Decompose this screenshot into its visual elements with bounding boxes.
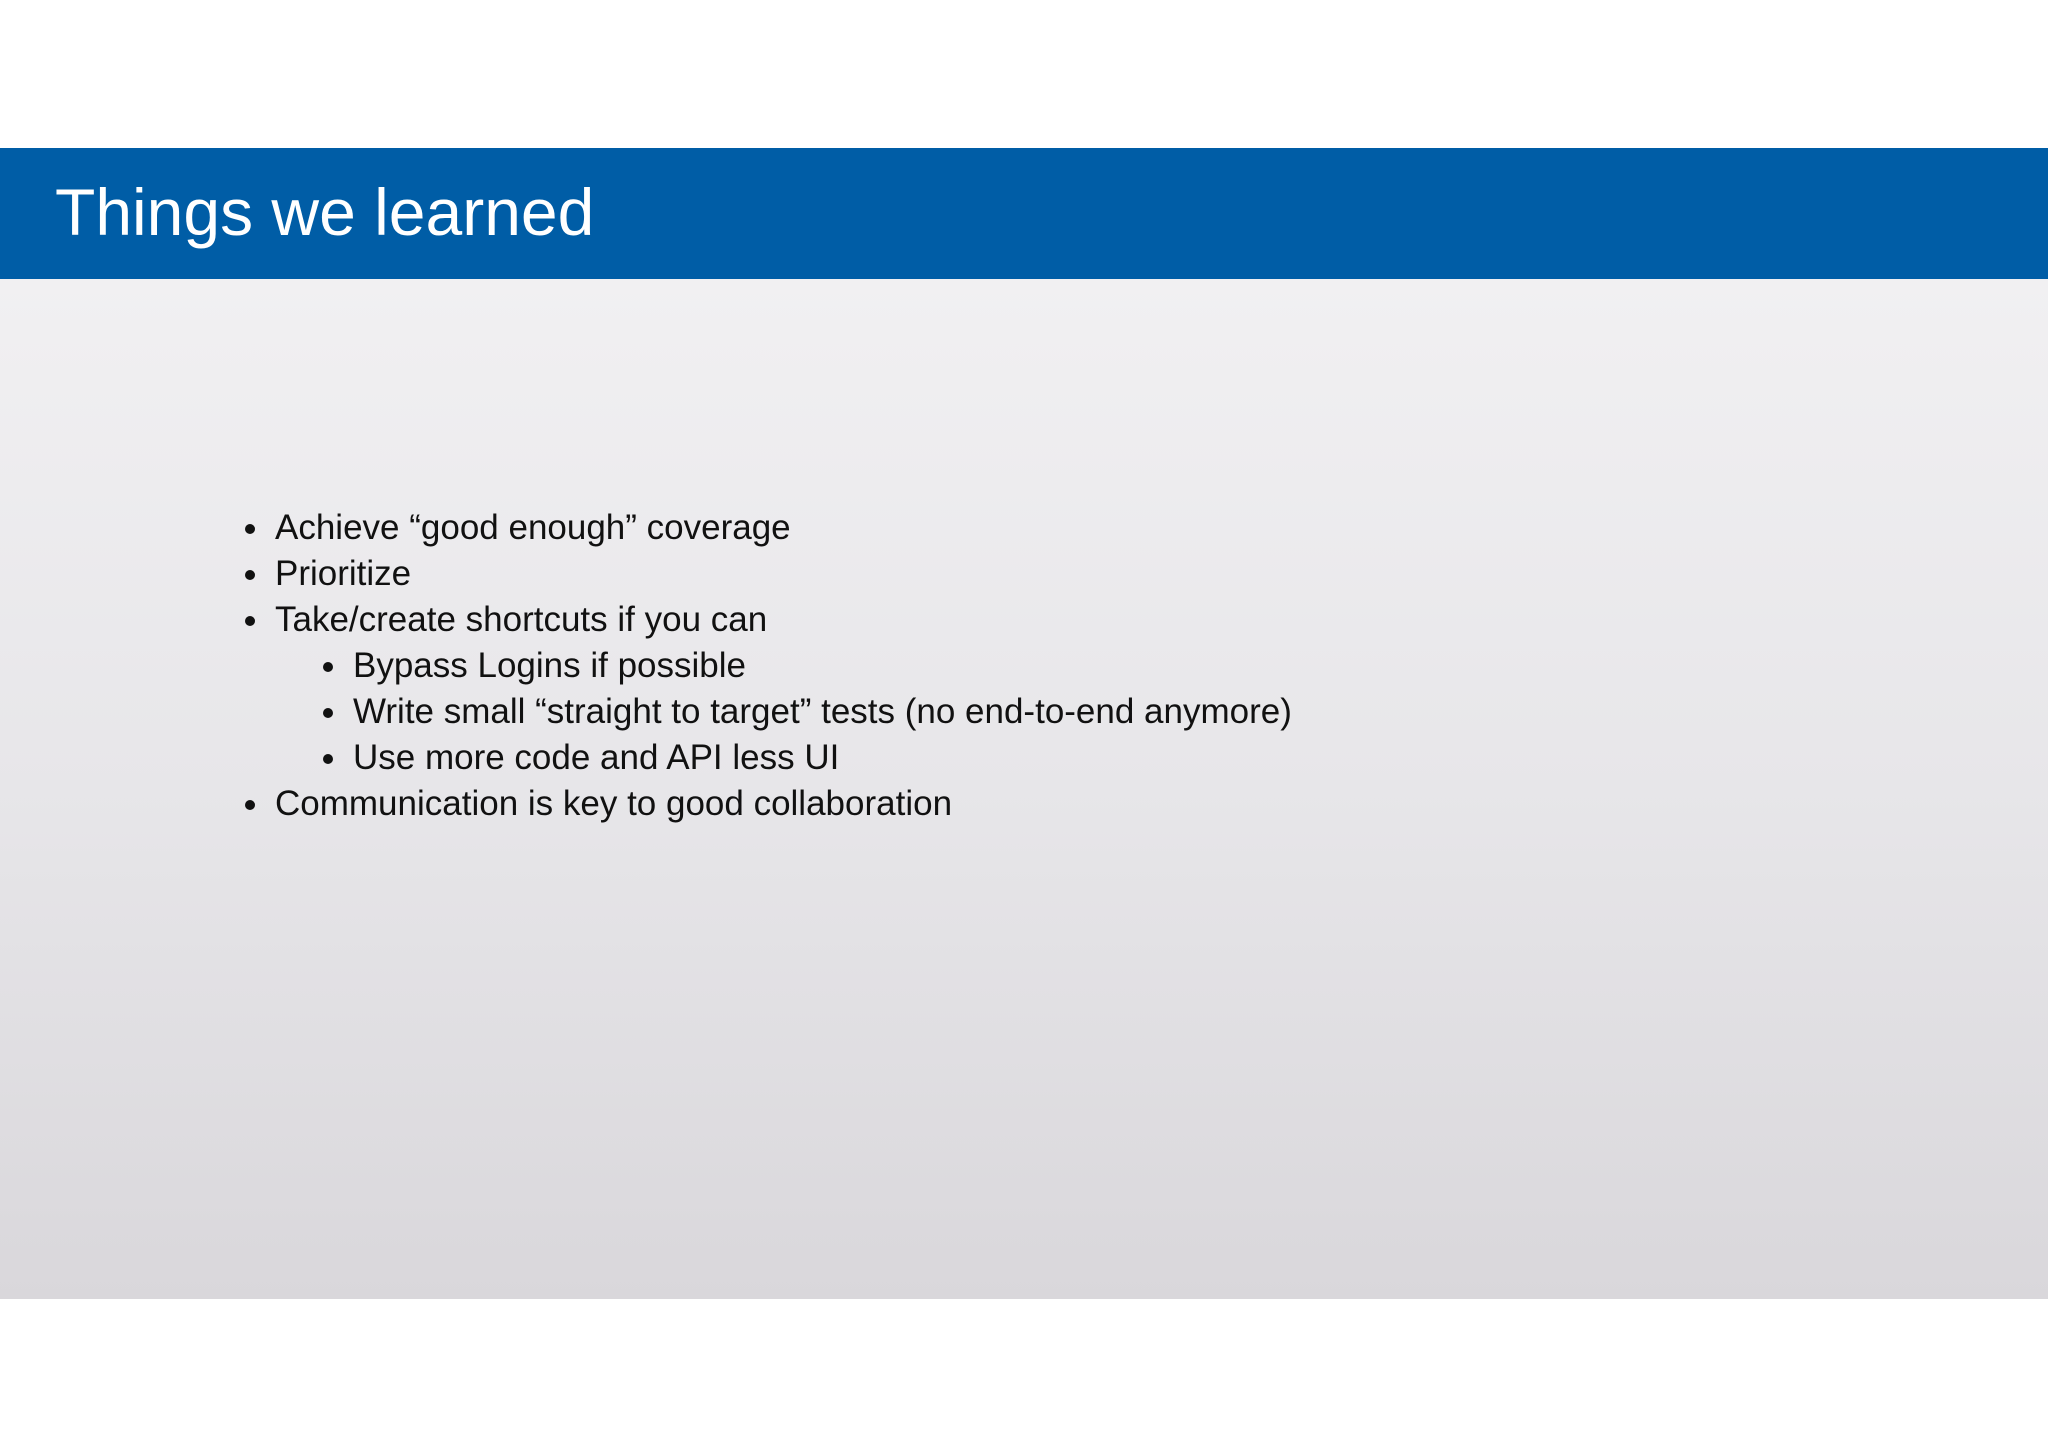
bullet-text: Write small “straight to target” tests (no end-to-end anymore): [353, 692, 1292, 731]
bullet-text: Achieve “good enough” coverage: [275, 508, 791, 547]
sub-bullet-item: [323, 689, 1292, 735]
bullet-dot-icon: [245, 800, 255, 810]
bullet-item: [245, 781, 1292, 827]
bullet-dot-icon: [245, 616, 255, 626]
slide-title: Things we learned: [55, 175, 595, 249]
bullet-item: [245, 505, 1292, 551]
bullet-text: Bypass Logins if possible: [353, 646, 746, 685]
bullet-dot-icon: [245, 524, 255, 534]
sub-bullet-item: [323, 735, 1292, 781]
bullet-text: Take/create shortcuts if you can: [275, 600, 768, 639]
bullet-text: Prioritize: [275, 554, 412, 593]
bullet-text: Use more code and API less UI: [353, 738, 840, 777]
bullet-text: Communication is key to good collaboration: [275, 784, 953, 823]
title-bar: [0, 148, 2048, 279]
bullet-list: [245, 505, 1292, 827]
bullet-dot-icon: [323, 708, 333, 718]
sub-bullet-item: [323, 643, 1292, 689]
content-area: [0, 279, 2048, 1299]
bullet-item: [245, 551, 1292, 597]
bullet-dot-icon: [245, 570, 255, 580]
bullet-dot-icon: [323, 754, 333, 764]
bullet-dot-icon: [323, 662, 333, 672]
bullet-item: [245, 597, 1292, 643]
